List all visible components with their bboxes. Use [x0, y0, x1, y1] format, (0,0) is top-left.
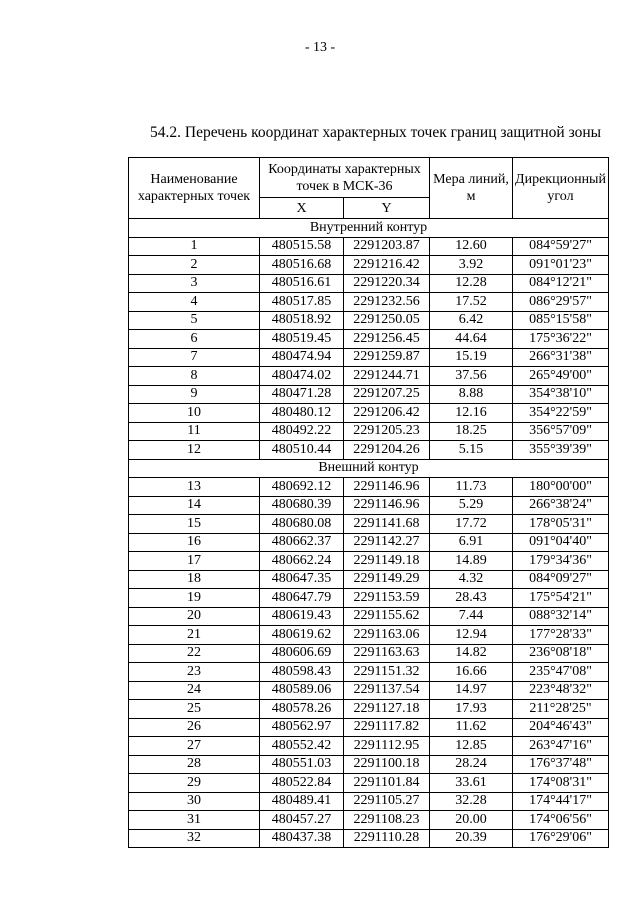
- line-length-cell: 6.42: [430, 311, 513, 330]
- table-body: [129, 219, 609, 848]
- section-title: 54.2. Перечень координат характерных точек границ защитной зоны: [150, 124, 602, 141]
- line-length-cell: 20.39: [430, 829, 513, 848]
- line-length-cell: 17.93: [430, 700, 513, 719]
- y-coordinate-cell: 2291100.18: [344, 755, 430, 774]
- header-point-name: Наименование характерных точек: [129, 158, 260, 219]
- direction-angle-cell: 356°57'09": [513, 422, 609, 441]
- direction-angle-cell: 355°39'39": [513, 441, 609, 460]
- table-row: [129, 256, 609, 275]
- header-line-length: Мера линий, м: [430, 158, 513, 219]
- x-coordinate-cell: 480692.12: [260, 478, 344, 497]
- table-header: [129, 158, 609, 219]
- direction-angle-cell: 175°54'21": [513, 589, 609, 608]
- point-number-cell: 15: [129, 515, 260, 534]
- table-row: [129, 348, 609, 367]
- table-row: [129, 533, 609, 552]
- point-number-cell: 28: [129, 755, 260, 774]
- direction-angle-cell: 175°36'22": [513, 330, 609, 349]
- page-number: - 13 -: [304, 40, 336, 55]
- table-row: [129, 552, 609, 571]
- table-row: [129, 681, 609, 700]
- point-number-cell: 6: [129, 330, 260, 349]
- line-length-cell: 44.64: [430, 330, 513, 349]
- y-coordinate-cell: 2291163.06: [344, 626, 430, 645]
- table-row: [129, 404, 609, 423]
- y-coordinate-cell: 2291149.18: [344, 552, 430, 571]
- x-coordinate-cell: 480552.42: [260, 737, 344, 756]
- x-coordinate-cell: 480578.26: [260, 700, 344, 719]
- point-number-cell: 14: [129, 496, 260, 515]
- direction-angle-cell: 088°32'14": [513, 607, 609, 626]
- x-coordinate-cell: 480680.39: [260, 496, 344, 515]
- table-row: [129, 626, 609, 645]
- y-coordinate-cell: 2291110.28: [344, 829, 430, 848]
- y-coordinate-cell: 2291151.32: [344, 663, 430, 682]
- point-number-cell: 25: [129, 700, 260, 719]
- y-coordinate-cell: 2291220.34: [344, 274, 430, 293]
- table-row: [129, 478, 609, 497]
- x-coordinate-cell: 480619.43: [260, 607, 344, 626]
- direction-angle-cell: 084°12'21": [513, 274, 609, 293]
- direction-angle-cell: 091°04'40": [513, 533, 609, 552]
- table-row: [129, 367, 609, 386]
- x-coordinate-cell: 480589.06: [260, 681, 344, 700]
- line-length-cell: 7.44: [430, 607, 513, 626]
- direction-angle-cell: 084°59'27": [513, 237, 609, 256]
- direction-angle-cell: 179°34'36": [513, 552, 609, 571]
- y-coordinate-cell: 2291149.29: [344, 570, 430, 589]
- table-row: [129, 515, 609, 534]
- point-number-cell: 12: [129, 441, 260, 460]
- table-row: [129, 829, 609, 848]
- direction-angle-cell: 085°15'58": [513, 311, 609, 330]
- table-row: [129, 811, 609, 830]
- table-row: [129, 385, 609, 404]
- table-row: [129, 570, 609, 589]
- direction-angle-cell: 084°09'27": [513, 570, 609, 589]
- direction-angle-cell: 091°01'23": [513, 256, 609, 275]
- table-row: [129, 496, 609, 515]
- x-coordinate-cell: 480562.97: [260, 718, 344, 737]
- point-number-cell: 8: [129, 367, 260, 386]
- direction-angle-cell: 204°46'43": [513, 718, 609, 737]
- table-row: [129, 774, 609, 793]
- point-number-cell: 20: [129, 607, 260, 626]
- point-number-cell: 21: [129, 626, 260, 645]
- line-length-cell: 32.28: [430, 792, 513, 811]
- direction-angle-cell: 263°47'16": [513, 737, 609, 756]
- line-length-cell: 16.66: [430, 663, 513, 682]
- y-coordinate-cell: 2291141.68: [344, 515, 430, 534]
- line-length-cell: 11.73: [430, 478, 513, 497]
- table-row: [129, 700, 609, 719]
- x-coordinate-cell: 480647.35: [260, 570, 344, 589]
- table-row: [129, 644, 609, 663]
- table-row: [129, 737, 609, 756]
- table-row: [129, 755, 609, 774]
- x-coordinate-cell: 480517.85: [260, 293, 344, 312]
- y-coordinate-cell: 2291256.45: [344, 330, 430, 349]
- point-number-cell: 9: [129, 385, 260, 404]
- direction-angle-cell: 174°08'31": [513, 774, 609, 793]
- line-length-cell: 17.52: [430, 293, 513, 312]
- table-row: [129, 589, 609, 608]
- table-row: [129, 293, 609, 312]
- y-coordinate-cell: 2291142.27: [344, 533, 430, 552]
- x-coordinate-cell: 480662.24: [260, 552, 344, 571]
- x-coordinate-cell: 480492.22: [260, 422, 344, 441]
- y-coordinate-cell: 2291205.23: [344, 422, 430, 441]
- direction-angle-cell: 086°29'57": [513, 293, 609, 312]
- y-coordinate-cell: 2291163.63: [344, 644, 430, 663]
- direction-angle-cell: 176°37'48": [513, 755, 609, 774]
- point-number-cell: 2: [129, 256, 260, 275]
- direction-angle-cell: 236°08'18": [513, 644, 609, 663]
- x-coordinate-cell: 480662.37: [260, 533, 344, 552]
- y-coordinate-cell: 2291250.05: [344, 311, 430, 330]
- header-coordinates: Координаты характерных точек в МСК-36: [260, 158, 430, 198]
- x-coordinate-cell: 480516.61: [260, 274, 344, 293]
- group-title: Внешний контур: [129, 459, 609, 478]
- point-number-cell: 29: [129, 774, 260, 793]
- point-number-cell: 17: [129, 552, 260, 571]
- line-length-cell: 20.00: [430, 811, 513, 830]
- direction-angle-cell: 177°28'33": [513, 626, 609, 645]
- line-length-cell: 14.82: [430, 644, 513, 663]
- y-coordinate-cell: 2291117.82: [344, 718, 430, 737]
- direction-angle-cell: 266°31'38": [513, 348, 609, 367]
- coordinates-table: [128, 157, 609, 848]
- y-coordinate-cell: 2291105.27: [344, 792, 430, 811]
- x-coordinate-cell: 480518.92: [260, 311, 344, 330]
- direction-angle-cell: 176°29'06": [513, 829, 609, 848]
- line-length-cell: 12.16: [430, 404, 513, 423]
- point-number-cell: 22: [129, 644, 260, 663]
- line-length-cell: 12.28: [430, 274, 513, 293]
- line-length-cell: 5.29: [430, 496, 513, 515]
- y-coordinate-cell: 2291155.62: [344, 607, 430, 626]
- point-number-cell: 19: [129, 589, 260, 608]
- point-number-cell: 23: [129, 663, 260, 682]
- header-y: Y: [344, 198, 430, 219]
- group-title: Внутренний контур: [129, 219, 609, 238]
- x-coordinate-cell: 480598.43: [260, 663, 344, 682]
- point-number-cell: 24: [129, 681, 260, 700]
- y-coordinate-cell: 2291127.18: [344, 700, 430, 719]
- line-length-cell: 3.92: [430, 256, 513, 275]
- x-coordinate-cell: 480606.69: [260, 644, 344, 663]
- direction-angle-cell: 211°28'25": [513, 700, 609, 719]
- group-row: [129, 459, 609, 478]
- table-row: [129, 663, 609, 682]
- table-row: [129, 237, 609, 256]
- table-row: [129, 311, 609, 330]
- table-row: [129, 441, 609, 460]
- x-coordinate-cell: 480680.08: [260, 515, 344, 534]
- point-number-cell: 4: [129, 293, 260, 312]
- direction-angle-cell: 174°06'56": [513, 811, 609, 830]
- line-length-cell: 33.61: [430, 774, 513, 793]
- line-length-cell: 12.60: [430, 237, 513, 256]
- line-length-cell: 15.19: [430, 348, 513, 367]
- table-row: [129, 607, 609, 626]
- line-length-cell: 17.72: [430, 515, 513, 534]
- direction-angle-cell: 223°48'32": [513, 681, 609, 700]
- y-coordinate-cell: 2291207.25: [344, 385, 430, 404]
- table-row: [129, 274, 609, 293]
- direction-angle-cell: 180°00'00": [513, 478, 609, 497]
- point-number-cell: 5: [129, 311, 260, 330]
- table-row: [129, 330, 609, 349]
- y-coordinate-cell: 2291206.42: [344, 404, 430, 423]
- direction-angle-cell: 266°38'24": [513, 496, 609, 515]
- direction-angle-cell: 174°44'17": [513, 792, 609, 811]
- point-number-cell: 13: [129, 478, 260, 497]
- direction-angle-cell: 354°22'59": [513, 404, 609, 423]
- line-length-cell: 12.85: [430, 737, 513, 756]
- y-coordinate-cell: 2291244.71: [344, 367, 430, 386]
- y-coordinate-cell: 2291108.23: [344, 811, 430, 830]
- point-number-cell: 31: [129, 811, 260, 830]
- point-number-cell: 27: [129, 737, 260, 756]
- y-coordinate-cell: 2291204.26: [344, 441, 430, 460]
- x-coordinate-cell: 480619.62: [260, 626, 344, 645]
- point-number-cell: 7: [129, 348, 260, 367]
- x-coordinate-cell: 480437.38: [260, 829, 344, 848]
- y-coordinate-cell: 2291146.96: [344, 478, 430, 497]
- point-number-cell: 30: [129, 792, 260, 811]
- x-coordinate-cell: 480474.02: [260, 367, 344, 386]
- line-length-cell: 28.43: [430, 589, 513, 608]
- header-x: X: [260, 198, 344, 219]
- line-length-cell: 12.94: [430, 626, 513, 645]
- direction-angle-cell: 178°05'31": [513, 515, 609, 534]
- y-coordinate-cell: 2291232.56: [344, 293, 430, 312]
- x-coordinate-cell: 480519.45: [260, 330, 344, 349]
- y-coordinate-cell: 2291153.59: [344, 589, 430, 608]
- line-length-cell: 14.89: [430, 552, 513, 571]
- x-coordinate-cell: 480489.41: [260, 792, 344, 811]
- line-length-cell: 5.15: [430, 441, 513, 460]
- point-number-cell: 26: [129, 718, 260, 737]
- x-coordinate-cell: 480551.03: [260, 755, 344, 774]
- direction-angle-cell: 354°38'10": [513, 385, 609, 404]
- line-length-cell: 14.97: [430, 681, 513, 700]
- point-number-cell: 1: [129, 237, 260, 256]
- direction-angle-cell: 265°49'00": [513, 367, 609, 386]
- header-direction-angle: Дирекционный угол: [513, 158, 609, 219]
- point-number-cell: 11: [129, 422, 260, 441]
- direction-angle-cell: 235°47'08": [513, 663, 609, 682]
- x-coordinate-cell: 480516.68: [260, 256, 344, 275]
- point-number-cell: 16: [129, 533, 260, 552]
- y-coordinate-cell: 2291259.87: [344, 348, 430, 367]
- y-coordinate-cell: 2291112.95: [344, 737, 430, 756]
- line-length-cell: 8.88: [430, 385, 513, 404]
- group-row: [129, 219, 609, 238]
- point-number-cell: 18: [129, 570, 260, 589]
- y-coordinate-cell: 2291146.96: [344, 496, 430, 515]
- line-length-cell: 18.25: [430, 422, 513, 441]
- x-coordinate-cell: 480647.79: [260, 589, 344, 608]
- x-coordinate-cell: 480474.94: [260, 348, 344, 367]
- y-coordinate-cell: 2291203.87: [344, 237, 430, 256]
- point-number-cell: 10: [129, 404, 260, 423]
- line-length-cell: 37.56: [430, 367, 513, 386]
- line-length-cell: 28.24: [430, 755, 513, 774]
- line-length-cell: 4.32: [430, 570, 513, 589]
- x-coordinate-cell: 480480.12: [260, 404, 344, 423]
- table-row: [129, 718, 609, 737]
- y-coordinate-cell: 2291101.84: [344, 774, 430, 793]
- x-coordinate-cell: 480515.58: [260, 237, 344, 256]
- y-coordinate-cell: 2291137.54: [344, 681, 430, 700]
- x-coordinate-cell: 480510.44: [260, 441, 344, 460]
- point-number-cell: 3: [129, 274, 260, 293]
- x-coordinate-cell: 480522.84: [260, 774, 344, 793]
- line-length-cell: 11.62: [430, 718, 513, 737]
- table-row: [129, 422, 609, 441]
- x-coordinate-cell: 480457.27: [260, 811, 344, 830]
- line-length-cell: 6.91: [430, 533, 513, 552]
- x-coordinate-cell: 480471.28: [260, 385, 344, 404]
- y-coordinate-cell: 2291216.42: [344, 256, 430, 275]
- table-row: [129, 792, 609, 811]
- point-number-cell: 32: [129, 829, 260, 848]
